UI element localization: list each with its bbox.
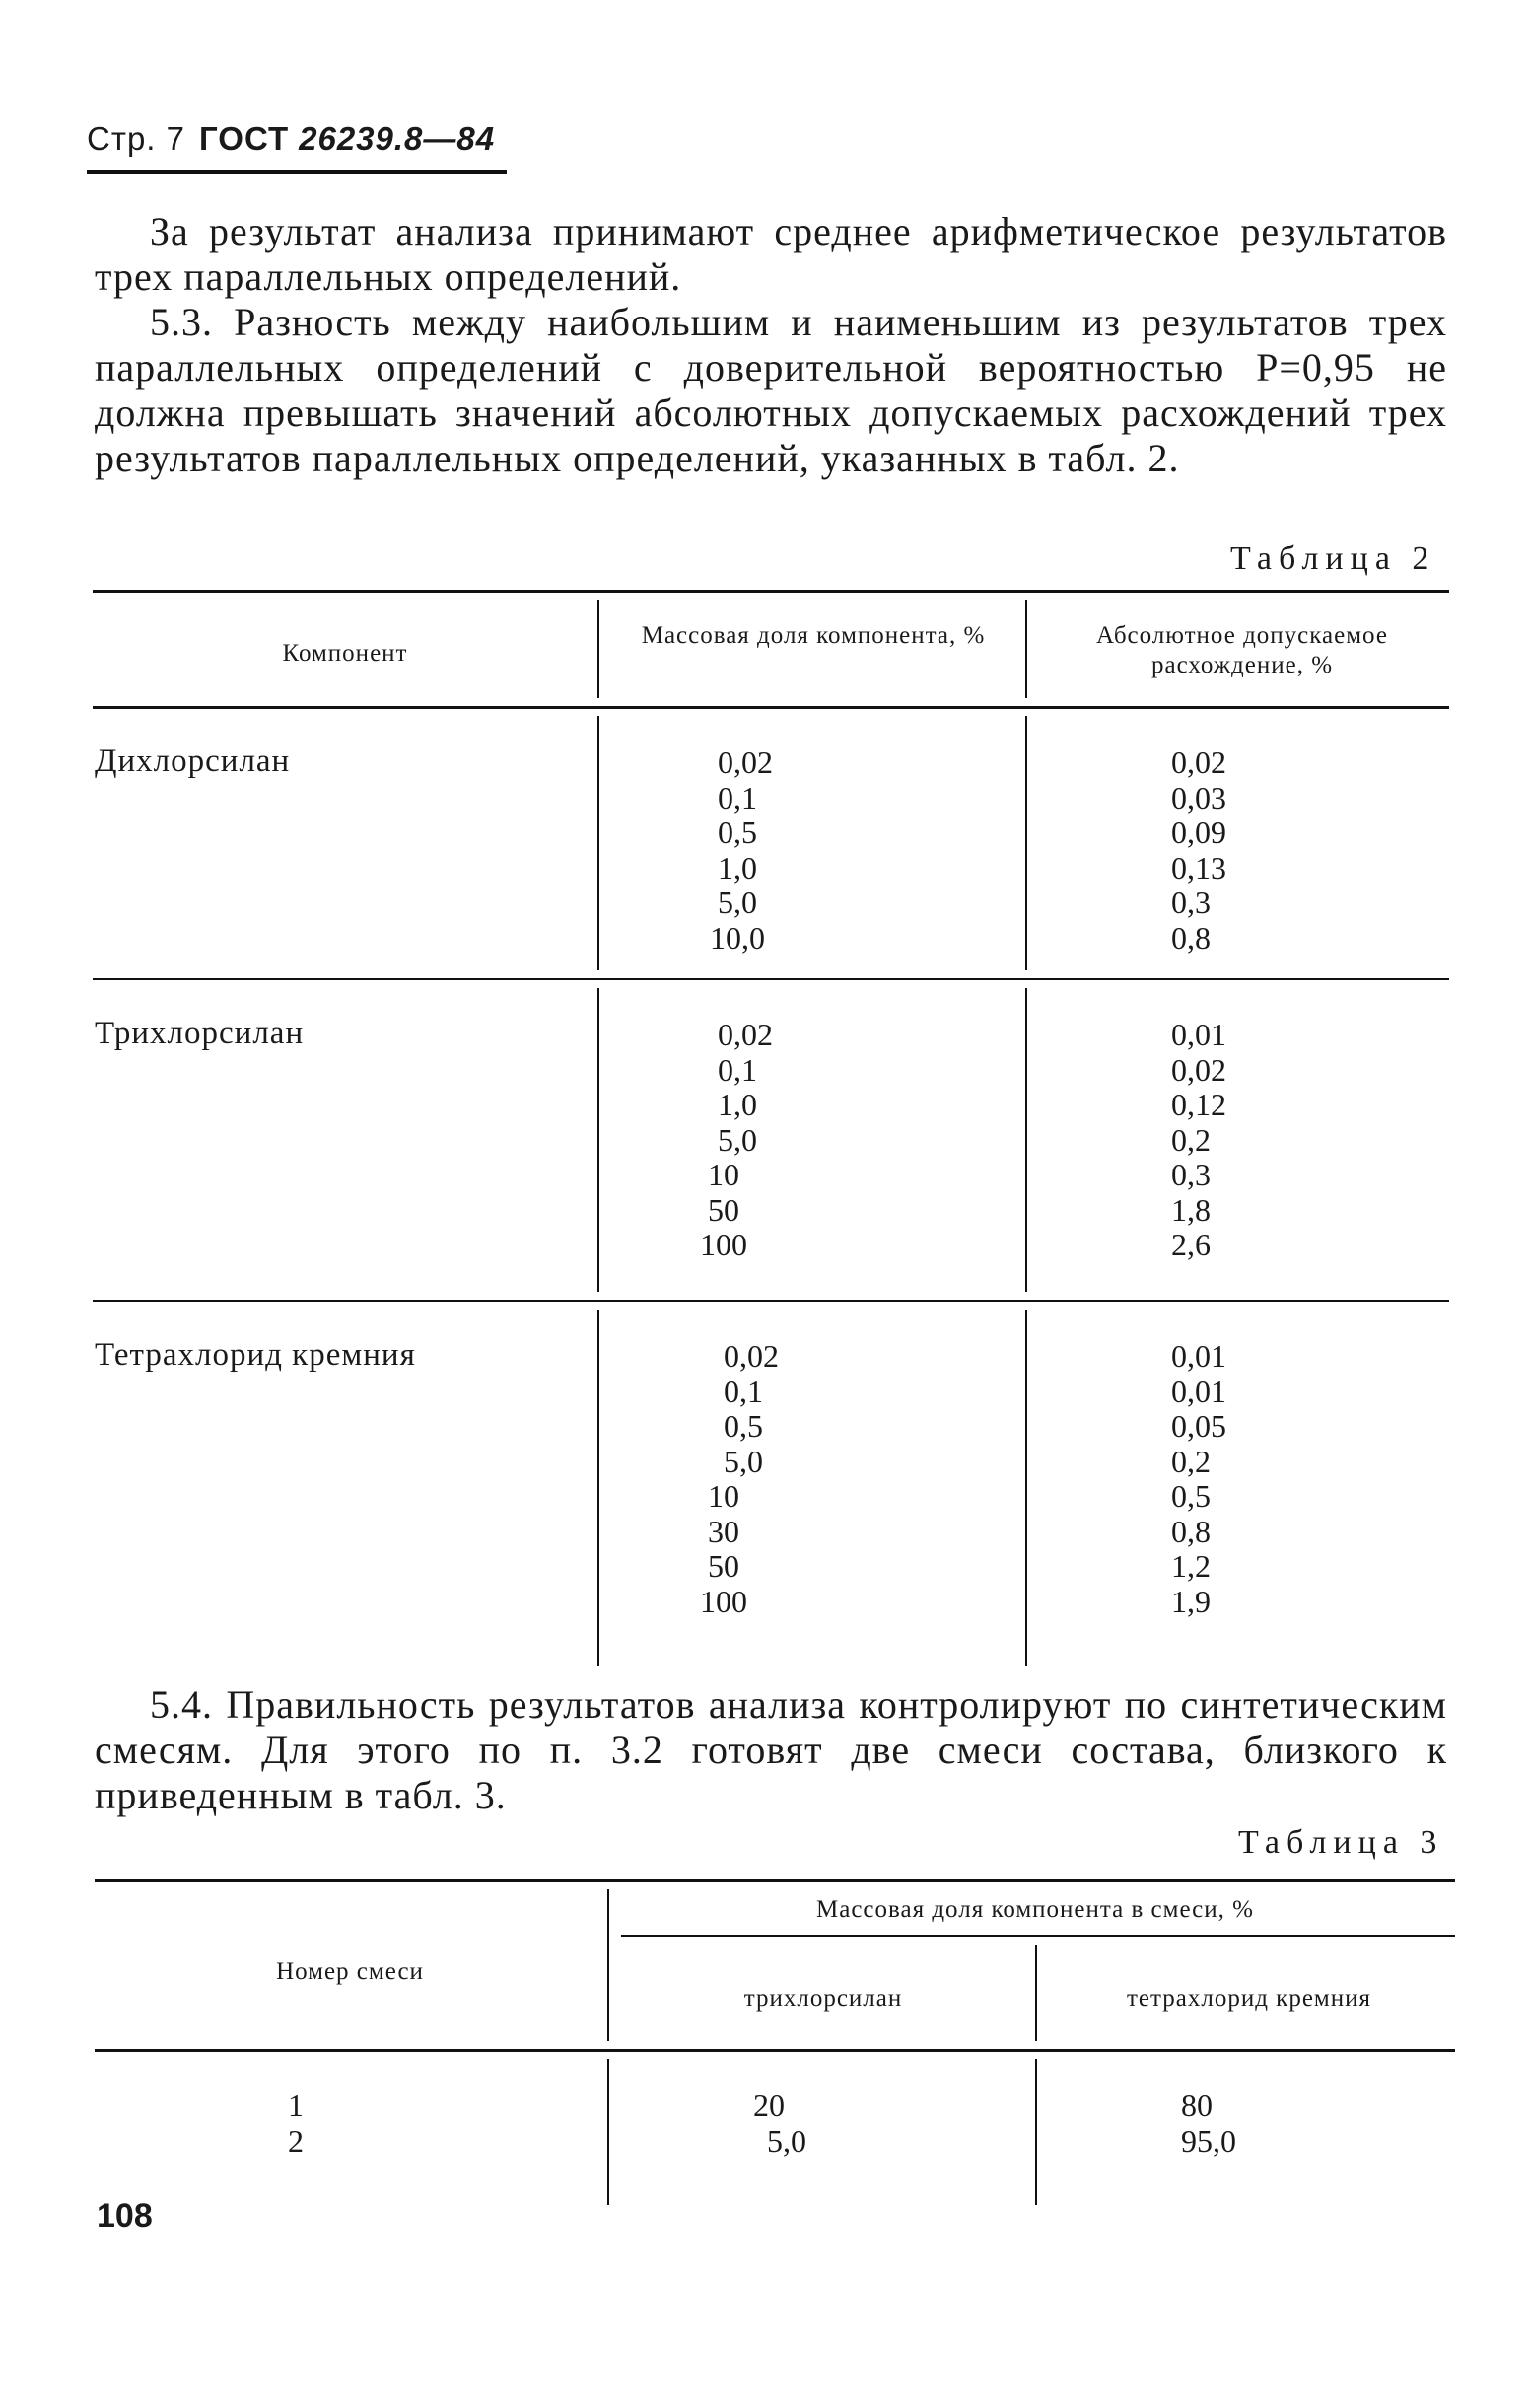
table2-dev-value: 0,02 — [1171, 1051, 1226, 1088]
table2-header-mass: Массовая доля компонента, % — [641, 622, 986, 649]
table2-dev-value: 0,01 — [1171, 1017, 1226, 1052]
table2-mass-value: 100 — [700, 1227, 747, 1262]
table2-group-rule-2 — [93, 1300, 1449, 1302]
table2-vline-g2a — [597, 988, 599, 1292]
table2-mass-value: 0,1 — [718, 1051, 757, 1088]
header-gost: ГОСТ — [199, 120, 290, 157]
table2-mass-values — [700, 1017, 773, 1263]
table2-dev-value: 1,2 — [1171, 1548, 1211, 1584]
table2-mass-value: 0,02 — [724, 1338, 779, 1374]
table2-mass-value: 1,0 — [718, 849, 757, 885]
table3-mix-number: 2 — [288, 2122, 304, 2159]
table2-dev-value: 0,5 — [1171, 1478, 1211, 1514]
table2-dev-value: 0,01 — [1171, 1373, 1226, 1409]
table2-dev-values — [1171, 745, 1226, 956]
table2-component: Тетрахлорид кремния — [95, 1337, 416, 1373]
table2-dev-value: 0,12 — [1171, 1087, 1226, 1122]
header-number: 26239.8—84 — [299, 120, 496, 157]
table3-tetra-values — [1181, 2089, 1236, 2159]
table2-mass-value: 5,0 — [718, 885, 757, 920]
table2-vline-h1 — [597, 600, 599, 698]
table2-dev-value: 1,9 — [1171, 1583, 1211, 1619]
table2-dev-value: 0,02 — [1171, 744, 1226, 780]
table3-tri-values — [753, 2089, 806, 2159]
table3-vline-b2 — [1035, 2059, 1037, 2205]
table2-vline-g1b — [1025, 716, 1027, 970]
table3-header-mix-number: Номер смеси — [276, 1958, 424, 1985]
table3-tri-value: 5,0 — [767, 2122, 806, 2159]
table2-mass-value: 0,02 — [718, 1017, 773, 1052]
table2-mass-value: 50 — [708, 1548, 739, 1584]
table2-mass-value: 0,02 — [718, 744, 773, 780]
table3-mix-number: 1 — [288, 2088, 304, 2123]
table2-mass-value: 10,0 — [710, 919, 765, 956]
table3-header-tetrachloride: тетрахлорид кремния — [1127, 1985, 1371, 2012]
table2-header-component: Компонент — [282, 640, 408, 667]
table2-dev-value: 0,8 — [1171, 919, 1211, 956]
table2-mass-value: 50 — [708, 1191, 739, 1228]
table2-dev-value: 0,09 — [1171, 814, 1226, 850]
table2-top-rule — [93, 590, 1449, 593]
table2-dev-value: 0,8 — [1171, 1513, 1211, 1549]
table2-mass-value: 5,0 — [718, 1121, 757, 1158]
table3-header-mass: Массовая доля компонента в смеси, % — [816, 1896, 1254, 1923]
table3-header-trichlorosilane: трихлорсилан — [743, 1985, 903, 2012]
page-header — [87, 120, 495, 158]
table2-mass-value: 1,0 — [718, 1087, 757, 1122]
table2-vline-g2b — [1025, 988, 1027, 1292]
table3-vline-h2 — [1035, 1945, 1037, 2041]
table2-dev-value: 0,05 — [1171, 1408, 1226, 1444]
table2-mass-value: 100 — [700, 1583, 747, 1619]
table2-vline-h2 — [1025, 600, 1027, 698]
table3-mix-numbers — [288, 2089, 304, 2159]
table2-vline-g3b — [1025, 1310, 1027, 1666]
paragraph-5-4 — [95, 1682, 1447, 1818]
table2-mass-value: 10 — [708, 1478, 739, 1514]
page-number: 108 — [97, 2197, 153, 2234]
table2-dev-value: 0,13 — [1171, 849, 1226, 885]
table2-dev-value: 0,2 — [1171, 1121, 1211, 1158]
table2-mass-values — [700, 1338, 779, 1619]
table2-mass-value: 10 — [708, 1157, 739, 1192]
table2-mass-value: 5,0 — [724, 1443, 763, 1479]
table2-dev-value: 0,01 — [1171, 1338, 1226, 1374]
table2-dev-value: 1,8 — [1171, 1191, 1211, 1228]
table2-dev-value: 0,03 — [1171, 779, 1226, 815]
table2-mass-values — [710, 744, 773, 956]
table2-dev-value: 0,3 — [1171, 1157, 1211, 1192]
table3-tri-value: 20 — [753, 2088, 785, 2123]
table2-mass-value: 0,1 — [724, 1373, 763, 1409]
paragraph-result-text: За результат анализа принимают среднее арифметическое результатов трех параллельных определений. — [95, 209, 1447, 299]
table2-vline-g1a — [597, 716, 599, 970]
table2-mass-value: 0,5 — [724, 1408, 763, 1444]
table2-header-deviation: Абсолютное допускаемое расхождение, % — [1096, 622, 1388, 678]
table2-dev-value: 2,6 — [1171, 1227, 1211, 1262]
table2-mass-value: 30 — [708, 1513, 739, 1549]
table3-header-rule — [95, 2049, 1455, 2052]
table2-component: Дихлорсилан — [95, 744, 291, 779]
header-rule — [87, 170, 507, 174]
table3-top-rule — [95, 1879, 1455, 1882]
table2-component: Трихлорсилан — [95, 1016, 305, 1051]
table2-dev-value: 0,2 — [1171, 1443, 1211, 1479]
paragraph-result — [95, 209, 1447, 300]
paragraph-5-3 — [95, 300, 1447, 481]
table2-vline-g3a — [597, 1310, 599, 1666]
table3-subheader-rule — [621, 1935, 1455, 1937]
table2-title: Таблица 2 — [1230, 540, 1436, 577]
table2-dev-values — [1171, 1339, 1226, 1619]
table3-tetra-value: 95,0 — [1181, 2122, 1236, 2159]
table2-mass-value: 0,1 — [718, 779, 757, 815]
table2-header-rule — [93, 706, 1449, 709]
table2-mass-value: 0,5 — [718, 814, 757, 850]
table3-vline-b1 — [607, 2059, 609, 2205]
header-page: Стр. 7 — [87, 120, 185, 157]
table2-dev-values — [1171, 1018, 1226, 1263]
table3-vline-h1 — [607, 1889, 609, 2041]
table2-dev-value: 0,3 — [1171, 885, 1211, 920]
table3-title: Таблица 3 — [1238, 1824, 1444, 1861]
paragraph-5-3-text: 5.3. Разность между наибольшим и наименьшим из результатов трех параллельных определений с доверительной вероятностью P=0,95 не должна превышать значений абсолютных допускаемых расхождений трех результатов параллельных определений, указанных в табл. 2. — [95, 300, 1447, 480]
table3-tetra-value: 80 — [1181, 2088, 1213, 2123]
table2-group-rule-1 — [93, 978, 1449, 980]
paragraph-5-4-text: 5.4. Правильность результатов анализа контролируют по синтетическим смесям. Для этого по п. 3.2 готовят две смеси состава, близкого к приведенным в табл. 3. — [95, 1682, 1447, 1817]
